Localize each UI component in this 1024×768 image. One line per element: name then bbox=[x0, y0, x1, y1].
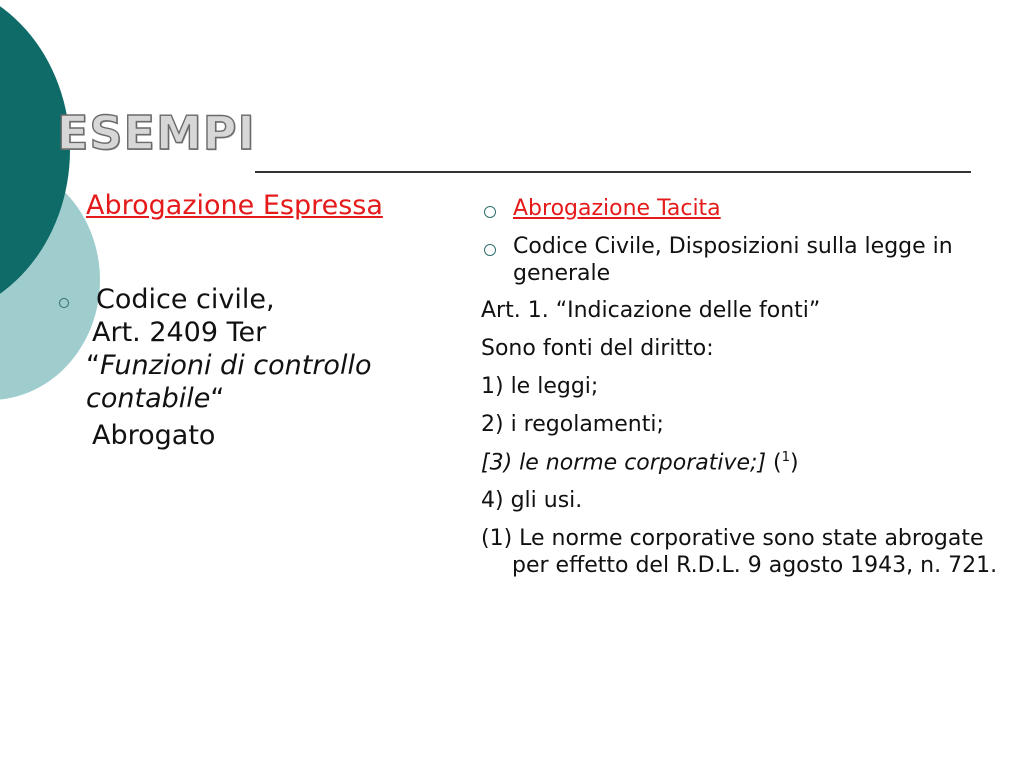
art-2409-text: Art. 2409 Ter bbox=[92, 316, 267, 348]
bullet-circle-icon bbox=[59, 298, 69, 308]
note-open: ( bbox=[766, 450, 782, 476]
quote-open: “ bbox=[86, 349, 100, 381]
spacer bbox=[52, 234, 432, 284]
left-column bbox=[52, 190, 432, 453]
title-divider bbox=[255, 171, 971, 173]
right-item-abrogazione-tacita bbox=[481, 196, 1001, 223]
fonte-3-italic: [3) le norme corporative;] bbox=[481, 450, 767, 476]
abrogato-text: Abrogato bbox=[92, 419, 216, 451]
footnote-text: (1) Le norme corporative sono state abrogate per effetto del R.D.L. 9 agosto 1943, n. 721. bbox=[481, 525, 998, 578]
abrogato-line bbox=[52, 420, 432, 453]
art-line bbox=[52, 317, 432, 350]
right-column bbox=[481, 196, 1001, 579]
fonte-3-line bbox=[481, 450, 1001, 477]
fonte-4-line: 4) gli usi. bbox=[481, 487, 583, 513]
left-item-codice-civile bbox=[52, 284, 432, 317]
left-item-abrogazione-espressa bbox=[52, 190, 432, 223]
note-close: ) bbox=[790, 450, 799, 476]
codice-civile-disposizioni-text: Codice Civile, Disposizioni sulla legge in generale bbox=[513, 233, 953, 286]
right-item-codice-civile bbox=[481, 234, 1001, 288]
fonte-1-line: 1) le leggi; bbox=[481, 374, 599, 400]
abrogazione-tacita-link[interactable]: Abrogazione Tacita bbox=[513, 196, 721, 221]
bullet-circle-icon bbox=[484, 206, 496, 218]
sono-fonti-line: Sono fonti del diritto: bbox=[481, 336, 714, 362]
funzioni-italic-text: Funzioni di controllo contabile bbox=[86, 349, 372, 414]
slide-title: ESEMPI bbox=[57, 106, 256, 160]
abrogazione-espressa-link[interactable]: Abrogazione Espressa bbox=[86, 190, 383, 221]
codice-civile-text: Codice civile, bbox=[96, 283, 275, 315]
footnote-marker: 1 bbox=[781, 449, 791, 465]
quote-close: “ bbox=[210, 382, 225, 414]
funzioni-line bbox=[52, 350, 386, 416]
bullet-circle-icon bbox=[484, 244, 496, 256]
fonte-2-line: 2) i regolamenti; bbox=[481, 411, 664, 437]
art-1-line: Art. 1. “Indicazione delle fonti” bbox=[481, 298, 821, 324]
